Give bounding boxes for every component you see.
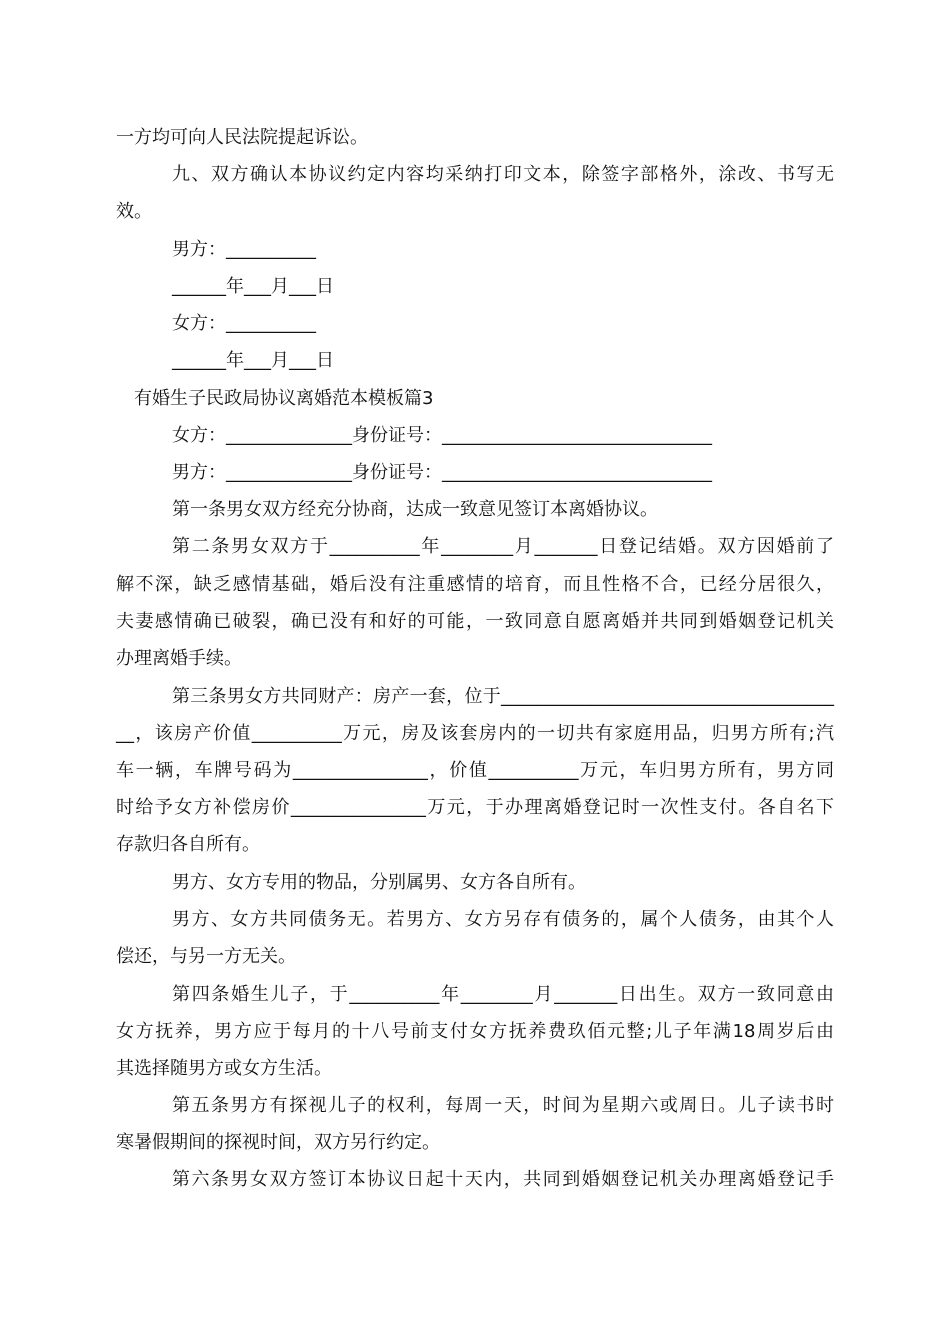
text-line: 解不深，缺乏感情基础，婚后没有注重感情的培育，而且性格不合，已经分居很久， — [116, 574, 834, 595]
text-line: 女方抚养，男方应于每月的十八号前支付女方抚养费玖佰元整;儿子年满18周岁后由 — [116, 1021, 834, 1042]
text-line: 九、双方确认本协议约定内容均采纳打印文本，除签字部格外，涂改、书写无 — [172, 164, 834, 185]
date-line: ______年___月___日 — [172, 350, 334, 371]
text-line: 第一条男女双方经充分协商，达成一致意见签订本离婚协议。 — [172, 499, 658, 520]
text-line: 偿还，与另一方无关。 — [116, 946, 296, 967]
text-line: 其选择随男方或女方生活。 — [116, 1058, 332, 1079]
text-line: 存款归各自所有。 — [116, 834, 260, 855]
text-line: 办理离婚手续。 — [116, 648, 242, 669]
date-line: ______年___月___日 — [172, 276, 334, 297]
male-id-line: 男方：______________身份证号：______________________________ — [172, 462, 712, 483]
text-line: 寒暑假期间的探视时间，双方另行约定。 — [116, 1132, 440, 1153]
text-line: 第三条男女方共同财产：房产一套，位于_____________________________________ — [172, 686, 834, 707]
text-line: 时给予女方补偿房价_______________万元，于办理离婚登记时一次性支付。各自名下 — [116, 797, 834, 818]
text-line: 男方、女方专用的物品，分别属男、女方各自所有。 — [172, 872, 586, 893]
signature-female-line: 女方：__________ — [172, 313, 316, 334]
text-line: 夫妻感情确已破裂，确已没有和好的可能，一致同意自愿离婚并共同到婚姻登记机关 — [116, 611, 834, 632]
text-line: 一方均可向人民法院提起诉讼。 — [116, 127, 368, 148]
section-title: 有婚生子民政局协议离婚范本模板篇3 — [134, 388, 434, 409]
text-line: 第五条男方有探视儿子的权利，每周一天，时间为星期六或周日。儿子读书时 — [172, 1095, 834, 1116]
text-line: 第六条男女双方签订本协议日起十天内，共同到婚姻登记机关办理离婚登记手 — [172, 1169, 834, 1190]
female-id-line: 女方：______________身份证号：______________________________ — [172, 425, 712, 446]
text-line: __，该房产价值__________万元，房及该套房内的一切共有家庭用品，归男方所有;汽 — [116, 723, 834, 744]
text-line: 男方、女方共同债务无。若男方、女方另存有债务的，属个人债务，由其个人 — [172, 909, 834, 930]
text-line: 效。 — [116, 201, 152, 222]
text-line: 第二条男女双方于__________年________月_______日登记结婚。双方因婚前了 — [172, 536, 834, 557]
text-line: 车一辆，车牌号码为_______________，价值__________万元，车归男方所有，男方同 — [116, 760, 834, 781]
text-line: 第四条婚生儿子，于__________年________月_______日出生。双方一致同意由 — [172, 984, 834, 1005]
signature-male-line: 男方：__________ — [172, 239, 316, 260]
